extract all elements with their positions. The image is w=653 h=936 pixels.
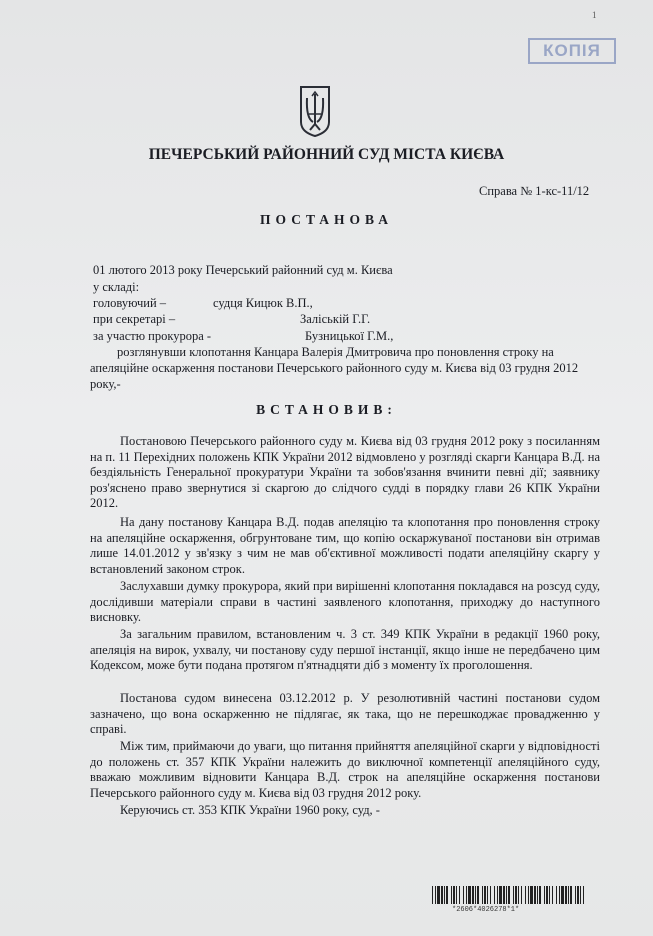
paragraph-6: Між тим, приймаючи до уваги, що питання прийняття апеляційної скарги у відповідності до положень ст. 357 КПК України належить до виключної компетенції апеляційного суду, вважаю можливим відновити Канцара В.Д. строк на апеляційне оскарження постанови Печерського районного суду м. Києва від 03 грудня 2012 року.	[90, 739, 600, 800]
secretary-name: Заліській Г.Г.	[300, 312, 371, 326]
prosecutor-name: Бузницької Г.М.,	[305, 329, 394, 343]
barcode	[432, 886, 586, 904]
section-title: ВСТАНОВИВ:	[256, 402, 397, 417]
prosecutor-role: за участю прокурора -	[93, 329, 212, 343]
paragraph-5: Постанова судом винесена 03.12.2012 р. У резолютивній частині постанови судом зазначено, що вона оскарженню не підлягає, як така, що не перешкоджає провадженню у справі.	[90, 691, 600, 737]
page-number: 1	[592, 10, 597, 20]
paragraph-3: Заслухавши думку прокурора, який при вирішенні клопотання покладався на розсуд суду, дослідивши матеріали справи в частині заявленого клопотання, приходжу до наступного висновку.	[90, 579, 600, 625]
considered-line-2: апеляційне оскарження постанови Печерського районного суду м. Києва від 03 грудня 2012	[90, 361, 579, 375]
considered-line-3: року,-	[90, 377, 121, 391]
trident-emblem-icon	[298, 84, 332, 138]
copy-stamp: КОПІЯ	[528, 38, 616, 64]
paragraph-4: За загальним правилом, встановленим ч. 3 ст. 349 КПК України в редакції 1960 року, апеляція на вирок, ухвалу, чи постанову суду першої інстанції, якщо інше не передбачено цим Кодексом, може бути подана протягом п'ятнадцяти діб з моменту їх проголошення.	[90, 627, 600, 673]
barcode-text: *2606*4026278*1*	[452, 906, 520, 914]
document-title: ПОСТАНОВА	[260, 212, 393, 227]
case-number: Справа № 1-кс-11/12	[479, 184, 590, 198]
secretary-role: при секретарі –	[93, 312, 176, 326]
paragraph-7: Керуючись ст. 353 КПК України 1960 року, суд, -	[120, 803, 380, 817]
paragraph-2: На дану постанову Канцара В.Д. подав апеляцію та клопотання про поновлення строку на апеляційне оскарження, обгрунтоване тим, що копію оскаржуваної постанови він отримав лише 14.01.2012 у зв'язку з чим не мав об'єктивної можливості подати апеляційну скаргу у встановлений законом строк.	[90, 515, 600, 576]
court-name: ПЕЧЕРСЬКИЙ РАЙОННИЙ СУД МІСТА КИЄВА	[148, 146, 505, 163]
composition-label: у складі:	[93, 280, 140, 294]
paragraph-1: Постановою Печерського районного суду м. Києва від 03 грудня 2012 року з посиланням на п. 11 Перехідних положень КПК України 2012 відмовлено у розгляді скарги Канцара В.Д. на бездіяльність Генеральної прокуратури України та зобов'язання вчинити певні дії; заявнику роз'яснено право звернутися зі скаргою до слідчого судді в порядку глави 26 КПК України 2012.	[90, 434, 600, 511]
considered-line-1: розглянувши клопотання Канцара Валерія Дмитровича про поновлення строку на	[117, 345, 554, 359]
date-line: 01 лютого 2013 року Печерський районний суд м. Києва	[93, 263, 393, 277]
presiding-role: головуючий –	[93, 296, 167, 310]
presiding-name: судця Кицюк В.П.,	[213, 296, 313, 310]
